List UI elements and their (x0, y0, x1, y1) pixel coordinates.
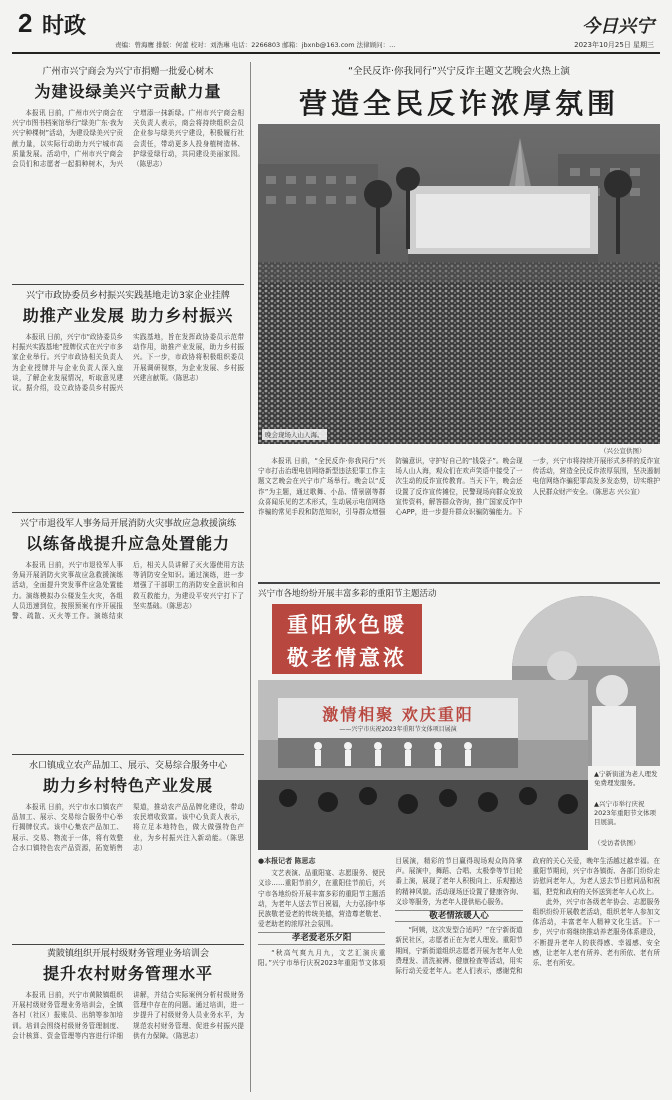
divider (12, 944, 244, 945)
feature-paragraph: “阿姨，这次发型合适吗？”在宁新街道新民社区，志愿者正在为老人理发。重阳节期间，宁新街道组织志愿者开展为老年人免费理发、清洗被褥、健康检查等活动，用实际行动关爱老年人。老人们表示，感谢党和政府的关心关爱，晚年生活越过越幸福。在重阳节期间，兴宁市各镇街、各部门纷纷走访慰问老年人，为老人送去节日慰问品和祝福，把党和政府的关怀送到老年人心坎上。 (395, 857, 660, 976)
feature-headline-line1: 重阳秋色暖 (287, 612, 407, 637)
page-number: 2 (18, 8, 33, 38)
photo1-caption: ▲宁新街道为老人理发免费理发服务。 (594, 770, 658, 787)
divider (12, 754, 244, 755)
feature-headline-line2: 敬老情意浓 (287, 645, 407, 670)
article-kicker: 水口镇成立农产品加工、展示、交易综合服务中心 (28, 761, 227, 771)
feature-paragraph: 文艺表演、品重阳宴、志愿服务、便民义诊……重阳节前夕，在重阳佳节前后，兴宁市各地纷纷开展丰富多彩的重阳节主题活动，为老年人送去节日祝福，大力弘扬中华民族敬老爱老的传统美德，营造尊老敬老、爱老助老的浓厚社会氛围。 (258, 869, 386, 929)
article-finance-training (12, 948, 244, 1093)
editor-credits: 责编：曾海鹰 排版：何蕾 校对：刘浩琳 电话：2266803 邮箱：jbxnb@163.com 法律顾问：... (115, 41, 396, 49)
photo-credit: （兴公宣供图） (600, 447, 646, 455)
feature-subheading: 敬老情浓暖人心 (395, 910, 522, 922)
feature-byline: ●本报记者 陈思志 (258, 857, 316, 865)
article-headline: 提升农村财务管理水平 (42, 964, 213, 983)
issue-date: 2023年10月25日 星期三 (574, 41, 654, 49)
article-fire-drill (12, 518, 244, 748)
divider (12, 284, 244, 285)
article-headline: 为建设绿美兴宁贡献力量 (34, 82, 222, 101)
feature-article-body (258, 856, 660, 1094)
article-headline: 助推产业发展 助力乡村振兴 (22, 306, 234, 325)
masthead (0, 0, 672, 58)
article-cppcc-base (12, 290, 244, 505)
article-kicker: 兴宁市政协委员乡村振兴实践基地走访3家企业挂牌 (26, 291, 230, 301)
lead-body-text: 本报讯 日前，“全民反诈·你我同行”兴宁市打击治理电信网络新型违法犯罪工作主题文艺晚会在兴宁市广场举行。晚会以“反诈”为主题，通过歌舞、小品、情景剧等群众喜闻乐见的艺术形式，生动展示电信网络诈骗的常见手段和防范知识，引导群众增强防骗意识，守护好自己的“钱袋子”。晚会现场人山人海，观众们在欢声笑语中接受了一次生动的反诈宣传教育。当天下午，晚会还设置了反诈宣传摊位，民警现场向群众发放宣传资料，解答群众咨询，推广国家反诈中心APP，进一步提升群众识骗防骗能力。下一步，兴宁市将持续开展形式多样的反诈宣传活动，营造全民反诈浓厚氛围，坚决遏制电信网络诈骗犯罪高发多发态势，切实维护人民群众财产安全。（陈思志 兴公宣） (258, 457, 660, 517)
newspaper-logo: 今日兴宁 (582, 16, 654, 37)
crowd-photo-illustration (258, 124, 660, 444)
feature-headline-block (272, 604, 422, 674)
article-shuikou-center (12, 760, 244, 940)
article-kicker: 广州市兴宁商会为兴宁市捐赠一批爱心树木 (42, 67, 214, 77)
stage-banner: 激情相聚 欢庆重阳 (322, 705, 474, 724)
concert-crowd-photo (258, 124, 660, 444)
lead-article-heading (258, 66, 660, 122)
divider (12, 512, 244, 513)
lead-kicker: “全民反诈·你我同行”兴宁反诈主题文艺晚会火热上演 (348, 66, 570, 77)
lead-headline: 营造全民反诈浓厚氛围 (298, 87, 619, 120)
article-body: 本报讯 日前，兴宁市水口镇农产品加工、展示、交易综合服务中心举行揭牌仪式。该中心集农产品加工、展示、交易、物流于一体，将有效整合水口镇特色农产品资源，拓宽销售渠道，推动农产品品牌化建设，带动农民增收致富。该中心负责人表示，将立足本地特色，做大做强特色产业，为乡村振兴注入新动能。（陈思志） (12, 803, 244, 852)
photo-caption: 晚会现场人山人海。 (262, 429, 327, 440)
article-kicker: 兴宁市退役军人事务局开展消防火灾事故应急救援演练 (19, 519, 236, 529)
article-headline: 助力乡村特色产业发展 (42, 776, 213, 795)
article-tree-planting (12, 66, 244, 281)
photo-credit: （受访者供图） (594, 839, 640, 847)
article-body: 本报讯 日前，广州市兴宁商会在兴宁市图书档案馆举行“绿美广东·我为兴宁种棵树”活动，为建设绿美兴宁贡献力量，以实际行动助力兴宁城市高质量发展。活动中，广州市兴宁商会会员们和志愿者一起捐种树木，为兴宁增添一抹新绿。广州市兴宁商会相关负责人表示，商会将持续组织会员企业参与绿美兴宁建设，积极履行社会责任，带动更多人投身植树造林、护绿爱绿行动，共同建设美丽家园。（陈思志） (12, 109, 244, 169)
section-title: 时政 (42, 14, 87, 39)
article-body: 本报讯 日前，兴宁市“政协委员乡村振兴实践基地”授牌仪式在兴宁市多家企业举行。兴宁市政协相关负责人为企业授牌并与企业负责人深入座谈，了解企业发展情况，听取意见建议。据介绍，设立政协委员乡村振兴实践基地，旨在发挥政协委员示范带动作用，助推产业发展，助力乡村振兴。下一步，市政协将积极组织委员开展调研视察，为企业发展、乡村振兴建言献策。（陈思志） (12, 333, 244, 393)
article-headline: 以练备战提升应急处置能力 (25, 534, 230, 553)
column-divider (250, 62, 251, 1092)
article-body: 本报讯 日前，兴宁市黄陂镇组织开展村级财务管理业务培训会，全镇各村（社区）报账员、出纳等参加培训。培训会围绕村级财务管理制度、会计核算、资金管理等内容进行详细讲解，并结合实际案例分析村级财务管理中存在的问题。通过培训，进一步提升了村级财务人员业务水平，为规范农村财务管理、促进乡村振兴提供有力保障。（陈思志） (12, 991, 244, 1040)
divider (258, 582, 660, 584)
feature-paragraph: 此外，兴宁市各级老年协会、志愿服务组织纷纷开展敬老活动，组织老年人参加文体活动，丰富老年人精神文化生活。下一步，兴宁市将继续推动养老服务体系建设，不断提升老年人的获得感、幸福感、安全感，让老年人老有所养、老有所依、老有所乐、老有所安。 (532, 897, 660, 968)
article-body: 本报讯 日前，兴宁市退役军人事务局开展消防火灾事故应急救援演练活动，全面提升突发事件应急处置能力。演练模拟办公楼发生火灾，各组人员迅速到位，按照预案有序开展报警、疏散、灭火等工作。演练结束后，相关人员讲解了灭火器使用方法等消防安全知识。通过演练，进一步增强了干部职工的消防安全意识和自救互救能力，为建设平安兴宁打下了坚实基础。（陈思志） (12, 561, 244, 621)
masthead-divider (12, 52, 660, 54)
feature-paragraph: “秋高气爽九月九，文艺汇演庆重阳。”兴宁市举行庆祝2023年重阳节文体项目展演，精彩的节目赢得现场观众阵阵掌声。展演中，舞蹈、合唱、太极拳等节目轮番上演，展现了老年人积极向上、乐观豁达的精神风貌。活动现场还设置了健康咨询、义诊等服务，为老年人提供贴心服务。 (258, 857, 523, 967)
photo2-caption: ▲兴宁市举行庆祝2023年重阳节文体项目展演。 (594, 800, 657, 826)
stage-banner-sub: ——兴宁市庆祝2023年重阳节文体项目展演 (339, 726, 457, 733)
performance-photo (258, 680, 588, 850)
feature-subheading: 孝老爱老乐夕阳 (258, 932, 385, 944)
article-kicker: 黄陂镇组织开展村级财务管理业务培训会 (46, 949, 209, 959)
feature-kicker: 兴宁市各地纷纷开展丰富多彩的重阳节主题活动 (258, 589, 437, 599)
lead-article-body (258, 456, 660, 576)
